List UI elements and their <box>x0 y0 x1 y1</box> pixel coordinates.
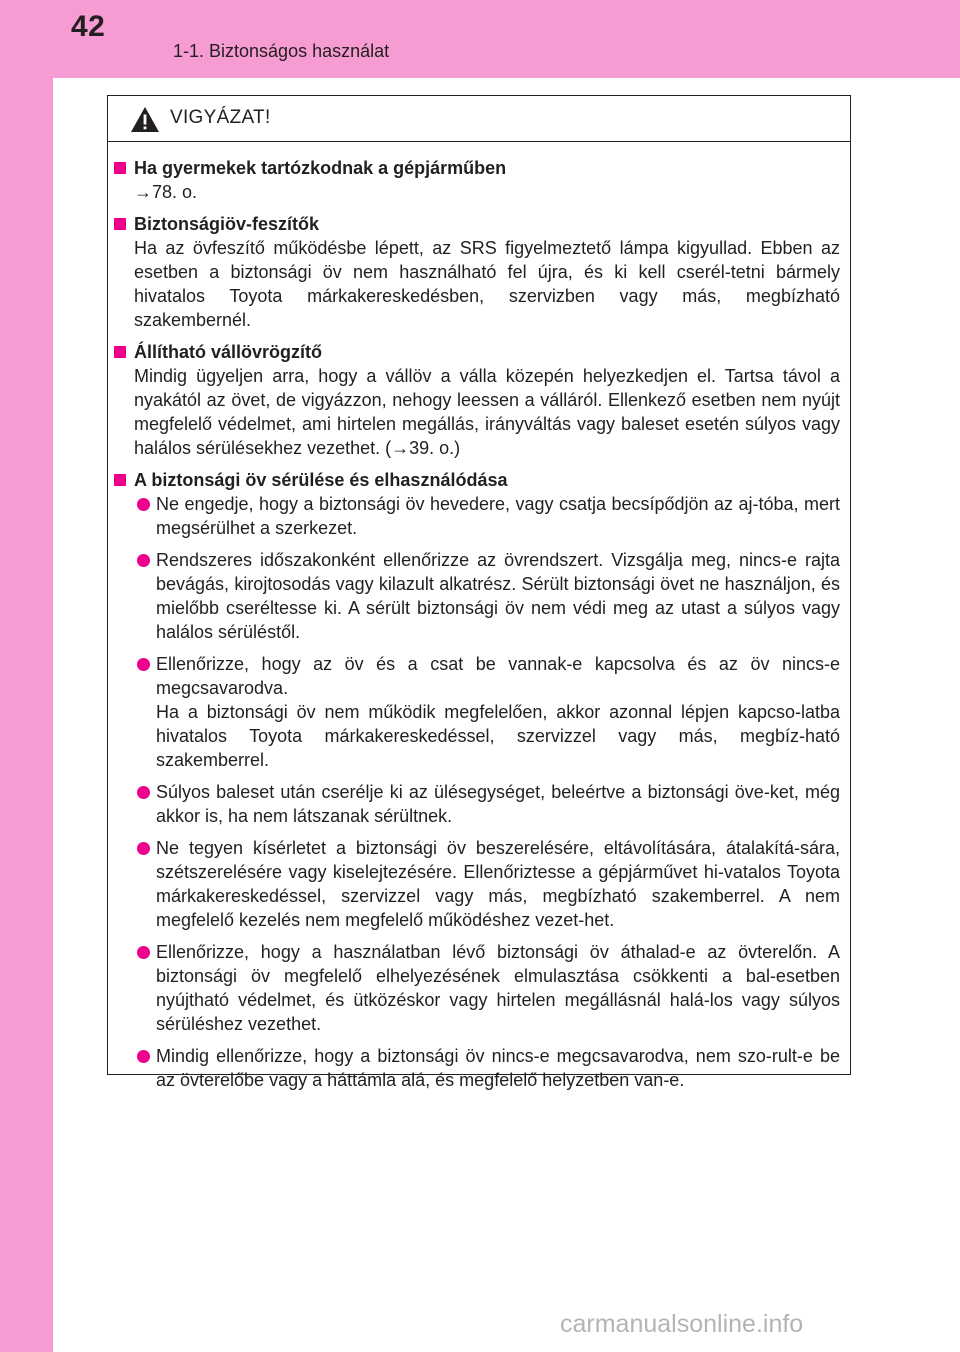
list-item: Mindig ellenőrizze, hogy a biztonsági öv nincs-e megcsavarodva, nem szo-rult-e be az övterelőbe vagy a háttámla alá, és megfelelő helyzetben van-e. <box>108 1044 840 1092</box>
round-bullet-icon <box>137 1050 150 1063</box>
section-heading: Ha gyermekek tartózkodnak a gépjárműben <box>108 156 840 180</box>
warning-body <box>108 142 850 1092</box>
section-heading: Állítható vállövrögzítő <box>108 340 840 364</box>
watermark[interactable]: carmanualsonline.info <box>560 1310 804 1338</box>
header-band <box>53 0 960 78</box>
list-item: Súlyos baleset után cserélje ki az ülésegységet, beleértve a biztonsági öve-ket, még akkor is, ha nem látszanak sérültnek. <box>108 780 840 828</box>
section-pretensioners <box>108 212 840 332</box>
page-number: 42 <box>71 10 106 43</box>
round-bullet-icon <box>137 554 150 567</box>
list-item: Rendszeres időszakonként ellenőrizze az övrendszert. Vizsgálja meg, nincs-e rajta bevágás, kirojtosodás vagy kilazult alkatrész. Sérült biztonsági övet ne használjon, és mielőbb cseréltesse ki. A sérült biztonsági öv nem védi meg az utast a súlyos vagy halálos sérüléstől. <box>108 548 840 644</box>
list-item: Ne engedje, hogy a biztonsági öv hevedere, vagy csatja becsípődjön az aj-tóba, mert megsérülhet a szerkezet. <box>108 492 840 540</box>
list-item: Ellenőrizze, hogy az öv és a csat be vannak-e kapcsolva és az öv nincs-e megcsavarodva. Ha a biztonsági öv nem működik megfelelően, akkor azonnal lépjen kapcso-latba hivatalos Toyota márkakereskedéssel, szervizzel vagy más, megbíz-ható szakemberrel. <box>108 652 840 772</box>
warning-box <box>107 95 851 1090</box>
list-item: Ellenőrizze, hogy a használatban lévő biztonsági öv áthalad-e az övterelőn. A biztonsági öv megfelelő elhelyezésének elmulasztása csökkenti a bal-esetben nyújtható védelmet, és ütközéskor vagy hirtelen megállásnál halá-los vagy súlyos sérüléshez vezethet. <box>108 940 840 1036</box>
section-heading: A biztonsági öv sérülése és elhasználódása <box>108 468 840 492</box>
round-bullet-icon <box>137 498 150 511</box>
section-title: 1-1. Biztonságos használat <box>173 41 390 61</box>
section-belt-damage <box>108 468 840 1092</box>
round-bullet-icon <box>137 786 150 799</box>
side-color-bar <box>0 0 53 1352</box>
round-bullet-icon <box>137 946 150 959</box>
square-bullet-icon <box>114 162 126 174</box>
square-bullet-icon <box>114 346 126 358</box>
section-text: Mindig ügyeljen arra, hogy a vállöv a válla közepén helyezkedjen el. Tartsa távol a nyakától az övet, de vigyázzon, nehogy leessen a válláról. Ellenkező esetben nem nyújt megfelelő védelmet, ami hirtelen megállás, irányváltás vagy baleset esetén súlyos vagy halálos sérülésekhez vezethet. (→39. o.) <box>134 366 840 458</box>
warning-triangle-icon <box>130 106 160 133</box>
square-bullet-icon <box>114 474 126 486</box>
warning-header <box>108 96 850 142</box>
list-item: Ne tegyen kísérletet a biztonsági öv beszerelésére, eltávolítására, átalakítá-sára, szétszerelésére vagy kiselejtezésére. Ellenőriztesse a gépjárművet hi-vatalos Toyota márkakereskedéssel, szervizzel vagy más, megbízható szakemberrel. A nem megfelelő kezelés nem megfelelő működéshez vezet-het. <box>108 836 840 932</box>
round-bullet-icon <box>137 842 150 855</box>
round-bullet-icon <box>137 658 150 671</box>
section-shoulder-anchor <box>108 340 840 460</box>
section-heading: Biztonságiöv-feszítők <box>108 212 840 236</box>
section-text: →78. o. <box>134 182 198 202</box>
section-children <box>108 156 840 204</box>
square-bullet-icon <box>114 218 126 230</box>
section-text: Ha az övfeszítő működésbe lépett, az SRS figyelmeztető lámpa kigyullad. Ebben az esetben a biztonsági öv nem használható fel újra, és ki kell cserél-tetni bármely hivatalos Toyota márkakereskedésben, szervizben vagy más, megbízható szakembernél. <box>134 238 840 330</box>
warning-title: VIGYÁZAT! <box>170 107 271 128</box>
